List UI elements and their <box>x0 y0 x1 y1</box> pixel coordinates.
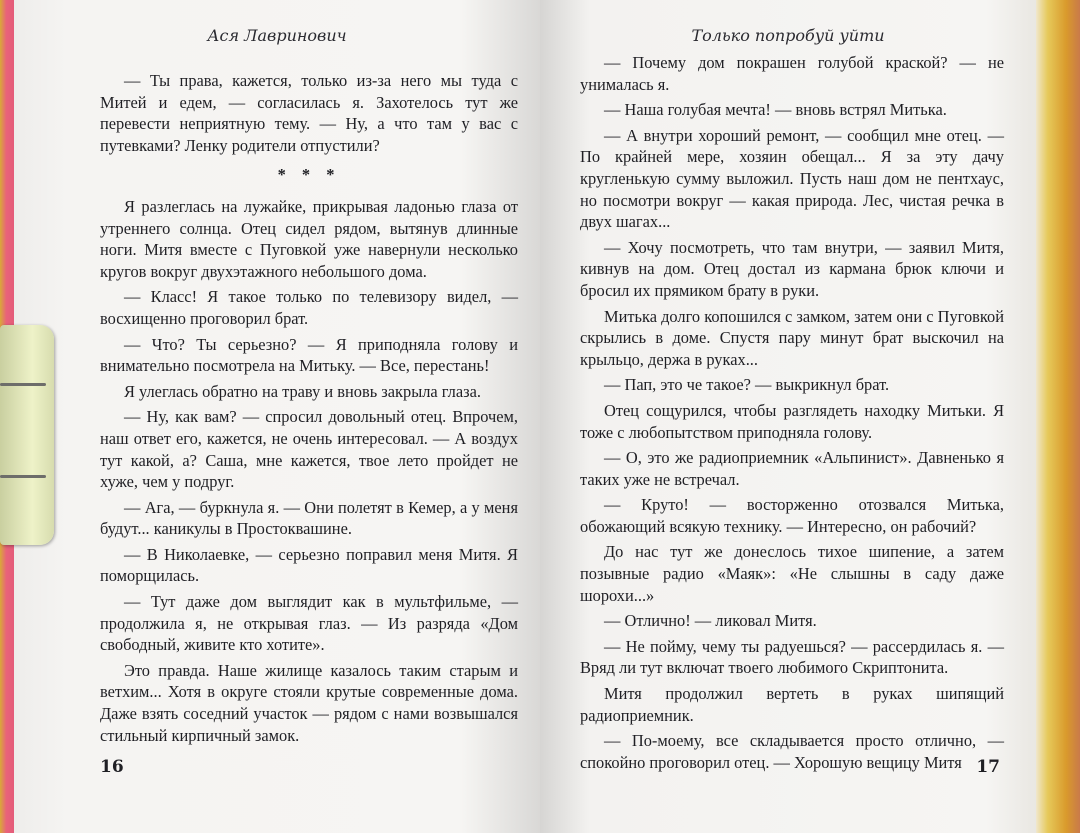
paragraph: Я улеглась обратно на траву и вновь закрыла глаза. <box>124 381 481 401</box>
paragraph: — Почему дом покрашен голубой краской? — не унималась я. <box>580 53 1004 94</box>
binder-clip-icon <box>0 325 54 545</box>
paragraph: Митька долго копошился с замком, затем они с Пуговкой скрылись в доме. Спустя пару минут брат выскочил на крыльцо, держа в руках... <box>580 306 1004 369</box>
paragraph: — В Николаевке, — серьезно поправил меня Митя. Я поморщилась. <box>100 544 518 586</box>
running-head-author: Ася Лавринович <box>207 26 347 45</box>
paragraph: — Пап, это че такое? — выкрикнул брат. <box>604 375 890 395</box>
left-page-body <box>100 70 518 750</box>
paragraph: — О, это же радиоприемник «Альпинист». Давненько я таких уже не встречал. <box>580 448 1004 489</box>
section-break: * * * <box>277 165 341 185</box>
page-number-left: 16 <box>100 757 124 777</box>
paragraph: — Хочу посмотреть, что там внутри, — заявил Митя, кивнув на дом. Отец достал из кармана брюк ключи и бросил их прямиком брату в руки. <box>580 237 1004 300</box>
paragraph: — Наша голубая мечта! — вновь встрял Митька. <box>604 100 947 120</box>
paragraph: — Что? Ты серьезно? — Я приподняла голову и внимательно посмотрела на Митьку. — Все, перестань! <box>100 334 518 376</box>
paragraph: — Ну, как вам? — спросил довольный отец. Впрочем, наш ответ его, кажется, не очень интересовал. — А воздух тут какой, а? Саша, мне кажется, твое лето пройдет не хуже, чем у подруг. <box>100 407 518 492</box>
paragraph: Отец сощурился, чтобы разглядеть находку Митьки. Я тоже с любопытством приподняла голову. <box>580 400 1004 442</box>
left-page <box>14 0 540 833</box>
paragraph: — А внутри хороший ремонт, — сообщил мне отец. — По крайней мере, хозяин обещал... Я за эту дачу кругленькую сумму выложил. Пусть наш дом не пентхаус, но посмотри вокруг — какая природа. Лес, чистая речка в двух шагах... <box>580 125 1004 232</box>
right-page <box>540 0 1036 833</box>
paragraph: — Ага, — буркнула я. — Они полетят в Кемер, а у меня будут... каникулы в Простоквашине. <box>100 497 518 539</box>
paragraph: — Класс! Я такое только по телевизору видел, — восхищенно проговорил брат. <box>100 287 518 328</box>
paragraph: — Круто! — восторженно отозвался Митька, обожающий всякую технику. — Интересно, он рабочий? <box>580 495 1004 536</box>
book-edge-right <box>1034 0 1080 833</box>
running-head-title: Только попробуй уйти <box>691 26 885 45</box>
paragraph: Митя продолжил вертеть в руках шипящий радиоприемник. <box>580 684 1004 725</box>
paragraph: — Не пойму, чему ты радуешься? — рассердилась я. — Вряд ли тут включат твоего любимого Скриптонита. <box>580 636 1004 678</box>
paragraph: — Ты права, кажется, только из-за него мы туда с Митей и едем, — согласилась я. Захотелось тут же перевести неприятную тему. — Ну, а что там у вас с путевками? Ленку родители отпустили? <box>100 71 518 155</box>
page-number-right: 17 <box>976 757 1000 777</box>
right-page-body <box>580 52 1004 777</box>
paragraph: Это правда. Наше жилище казалось таким старым и ветхим... Хотя в округе стояли крутые современные дома. Даже взять соседний участок — рядом с нами возвышался стильный кирпичный замок. <box>100 660 518 745</box>
paragraph: До нас тут же донеслось тихое шипение, а затем позывные радио «Маяк»: «Не слышны в саду даже шорохи...» <box>580 542 1004 605</box>
paragraph: Я разлеглась на лужайке, прикрывая ладонью глаза от утреннего солнца. Отец сидел рядом, вытянув длинные ноги. Митя вместе с Пуговкой уже навернули несколько кругов вокруг двухэтажного небольшого дома. <box>100 196 518 281</box>
paragraph: — По-моему, все складывается просто отлично, — спокойно проговорил отец. — Хорошую вещицу Митя <box>580 731 1004 772</box>
paragraph: — Отлично! — ликовал Митя. <box>604 611 817 631</box>
paragraph: — Тут даже дом выглядит как в мультфильме, — продолжила я, не открывая глаз. — Из разряда «Дом свободный, живите кто хотите». <box>100 592 518 655</box>
